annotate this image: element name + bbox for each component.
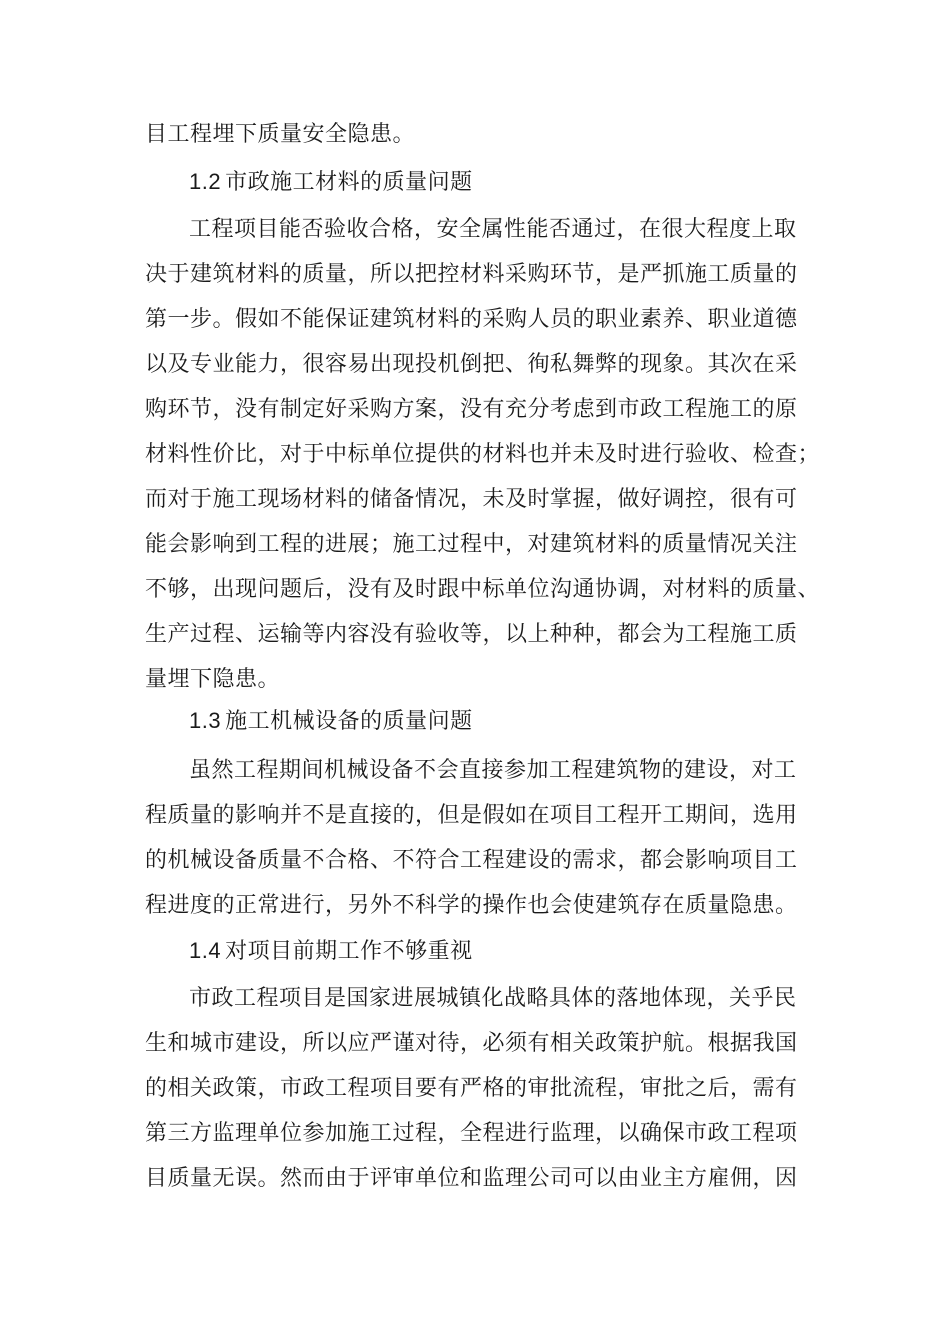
text-line: 程质量的影响并不是直接的，但是假如在项目工程开工期间，选用 <box>145 803 798 828</box>
text-line: 能会影响到工程的进展；施工过程中，对建筑材料的质量情况关注 <box>145 532 798 557</box>
text-line: 的机械设备质量不合格、不符合工程建设的需求，都会影响项目工 <box>145 848 798 873</box>
section-heading <box>145 698 815 743</box>
text-line: 生产过程、运输等内容没有验收等，以上种种，都会为工程施工质 <box>145 622 798 647</box>
heading-title: 施工机械设备的质量问题 <box>225 709 473 734</box>
text-line: 程进度的正常进行，另外不科学的操作也会使建筑存在质量隐患。 <box>145 893 798 918</box>
heading-title: 对项目前期工作不够重视 <box>225 939 473 964</box>
text-line: 决于建筑材料的质量，所以把控材料采购环节，是严抓施工质量的 <box>145 262 798 287</box>
text-line: 工程项目能否验收合格，安全属性能否通过，在很大程度上取 <box>189 217 797 242</box>
paragraph-continuation <box>145 112 815 157</box>
paragraph-equipment <box>145 748 815 928</box>
paragraph-preliminary-work <box>145 976 815 1201</box>
text-line: 目质量无误。然而由于评审单位和监理公司可以由业主方雇佣，因 <box>145 1166 798 1191</box>
heading-number: 1.3 <box>189 708 222 733</box>
text-line: 购环节，没有制定好采购方案，没有充分考虑到市政工程施工的原 <box>145 397 798 422</box>
heading-1-2 <box>145 159 815 204</box>
text-line: 第三方监理单位参加施工过程，全程进行监理，以确保市政工程项 <box>145 1121 798 1146</box>
text-line: 虽然工程期间机械设备不会直接参加工程建筑物的建设，对工 <box>189 758 797 783</box>
text-line: 第一步。假如不能保证建筑材料的采购人员的职业素养、职业道德 <box>145 307 798 332</box>
text-line: 材料性价比，对于中标单位提供的材料也并未及时进行验收、检查； <box>145 442 821 467</box>
text-line: 生和城市建设，所以应严谨对待，必须有相关政策护航。根据我国 <box>145 1031 798 1056</box>
heading-1-4 <box>145 928 815 973</box>
text-line: 不够，出现问题后，没有及时跟中标单位沟通协调，对材料的质量、 <box>145 577 821 602</box>
section-heading <box>145 159 815 204</box>
heading-number: 1.4 <box>189 938 222 963</box>
heading-number: 1.2 <box>189 169 222 194</box>
paragraph-materials <box>145 207 821 702</box>
section-heading <box>145 928 815 973</box>
text-line: 市政工程项目是国家进展城镇化战略具体的落地体现，关乎民 <box>189 986 797 1011</box>
text-line: 而对于施工现场材料的储备情况，未及时掌握，做好调控，很有可 <box>145 487 798 512</box>
text-line: 的相关政策，市政工程项目要有严格的审批流程，审批之后，需有 <box>145 1076 798 1101</box>
text-line: 目工程埋下质量安全隐患。 <box>145 122 416 147</box>
text-line: 以及专业能力，很容易出现投机倒把、徇私舞弊的现象。其次在采 <box>145 352 798 377</box>
text-line: 量埋下隐患。 <box>145 667 281 692</box>
heading-title: 市政施工材料的质量问题 <box>225 170 473 195</box>
heading-1-3 <box>145 698 815 743</box>
